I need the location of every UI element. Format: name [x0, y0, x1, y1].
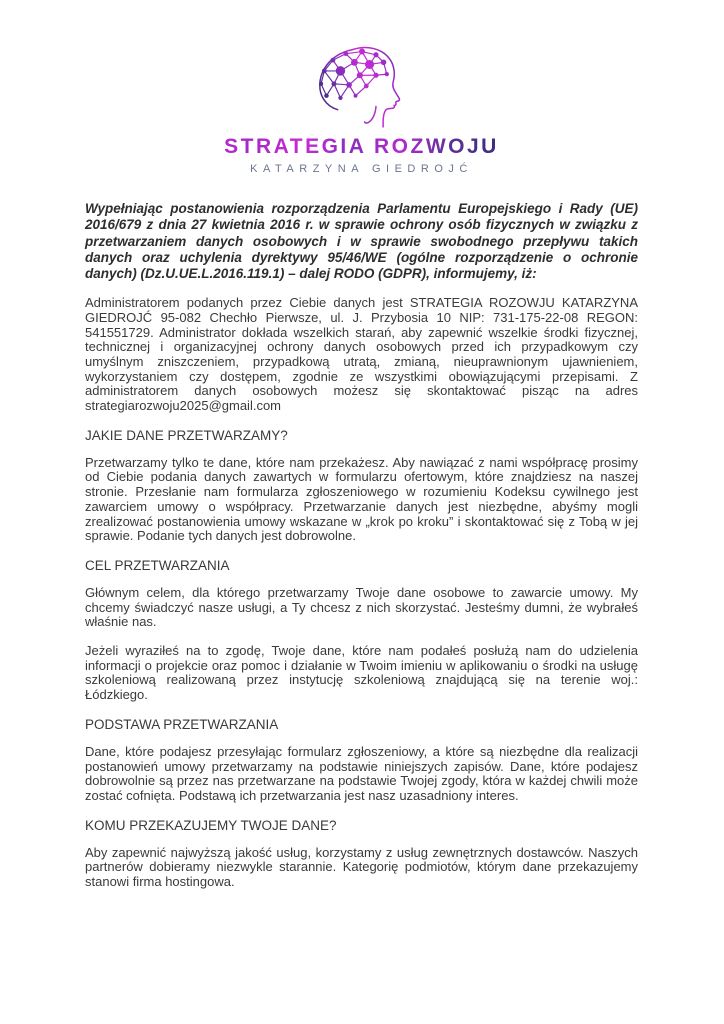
brand-wordmark: STRATEGIA ROZWOJU [85, 135, 638, 158]
section-heading-cel: CEL PRZETWARZANIA [85, 557, 230, 573]
logo-header [85, 44, 638, 175]
document-body [85, 201, 638, 890]
intro-paragraph: Wypełniając postanowienia rozporządzenia Parlamentu Europejskiego i Rady (UE) 2016/679 z dnia 27 kwietnia 2016 r. w sprawie ochrony osób fizycznych w związku z przetwarzaniem danych osobowych i w sprawie swobodnego przepływu takich danych oraz uchylenia dyrektywy 95/46/WE (ogólne rozporządzenie o ochronie danych) (Dz.U.UE.L.2016.119.1) – dalej RODO (GDPR), informujemy, iż: [85, 201, 638, 281]
section-heading-podstawa: PODSTAWA PRZETWARZANIA [85, 716, 279, 732]
section-heading-komu-przekazujemy: KOMU PRZEKAZUJEMY TWOJE DANE? [85, 817, 337, 833]
cel-paragraph-2: Jeżeli wyraziłeś na to zgodę, Twoje dane, które nam podałeś posłużą nam do udzielenia informacji o projekcie oraz pomoc i działanie w Twoim imieniu w aplikowaniu o środki na usługę szkoleniową realizowaną przez instytucję szkoleniową znajdującą się na terenie woj.: Łódzkiego. [85, 643, 638, 703]
jakie-dane-paragraph: Przetwarzamy tylko te dane, które nam przekażesz. Aby nawiązać z nami współpracę prosimy od Ciebie podania danych zawartych w formularzu ofertowym, które znajdziesz na naszej stronie. Przesłanie nam formularza zgłoszeniowego w rozumieniu Kodeksu cywilnego jest zawarciem umowy o współpracy. Przetwarzanie danych jest niezbędne, abyśmy mogli zrealizować postanowienia umowy wskazane w „krok po kroku” i skontaktować się z Tobą w jej sprawie. Podanie tych danych jest dobrowolne. [85, 454, 638, 544]
administrator-paragraph: Administratorem podanych przez Ciebie danych jest STRATEGIA ROZOWJU KATARZYNA GIEDROJĆ 95-082 Chechło Pierwsze, ul. J. Przybosia 10 NIP: 731-175-22-08 REGON: 541551729. Administrator dokłada wszelkich starań, aby zapewnić wszelkie środki fizycznej, technicznej i organizacyjnej ochrony danych osobowych przed ich przypadkowym czy umyślnym zniszczeniem, przypadkową utratą, zmianą, nieuprawnionym ujawnieniem, wykorzystaniem czy dostępem, zgodnie ze wszystkimi obowiązującymi przepisami. Z administratorem danych osobowych możesz się skontaktować pisząc na adres strategiarozwoju2025@gmail.com [85, 295, 638, 414]
brain-network-logo-icon [306, 44, 418, 128]
brand-subtitle: KATARZYNA GIEDROJĆ [250, 163, 473, 176]
section-heading-jakie-dane: JAKIE DANE PRZETWARZAMY? [85, 427, 288, 443]
komu-przekazujemy-paragraph: Aby zapewnić najwyższą jakość usług, korzystamy z usług zewnętrznych dostawców. Naszych partnerów dobieramy niezwykle starannie. Kategorię podmiotów, którym dane przekazujemy stanowi firma hostingowa. [85, 844, 638, 890]
podstawa-paragraph: Dane, które podajesz przesyłając formularz zgłoszeniowy, a które są niezbędne dla realizacji postanowień umowy przetwarzamy na podstawie niniejszych zapisów. Dane, które podajesz dobrowolnie są przez nas przetwarzane na podstawie Twojej zgody, która w każdej chwili może zostać cofnięta. Podstawą ich przetwarzania jest nasz uzasadniony interes. [85, 743, 638, 803]
cel-paragraph-1: Głównym celem, dla którego przetwarzamy Twoje dane osobowe to zawarcie umowy. My chcemy świadczyć nasze usługi, a Ty chcesz z nich skorzystać. Jesteśmy dumni, że wybrałeś właśnie nas. [85, 584, 638, 630]
